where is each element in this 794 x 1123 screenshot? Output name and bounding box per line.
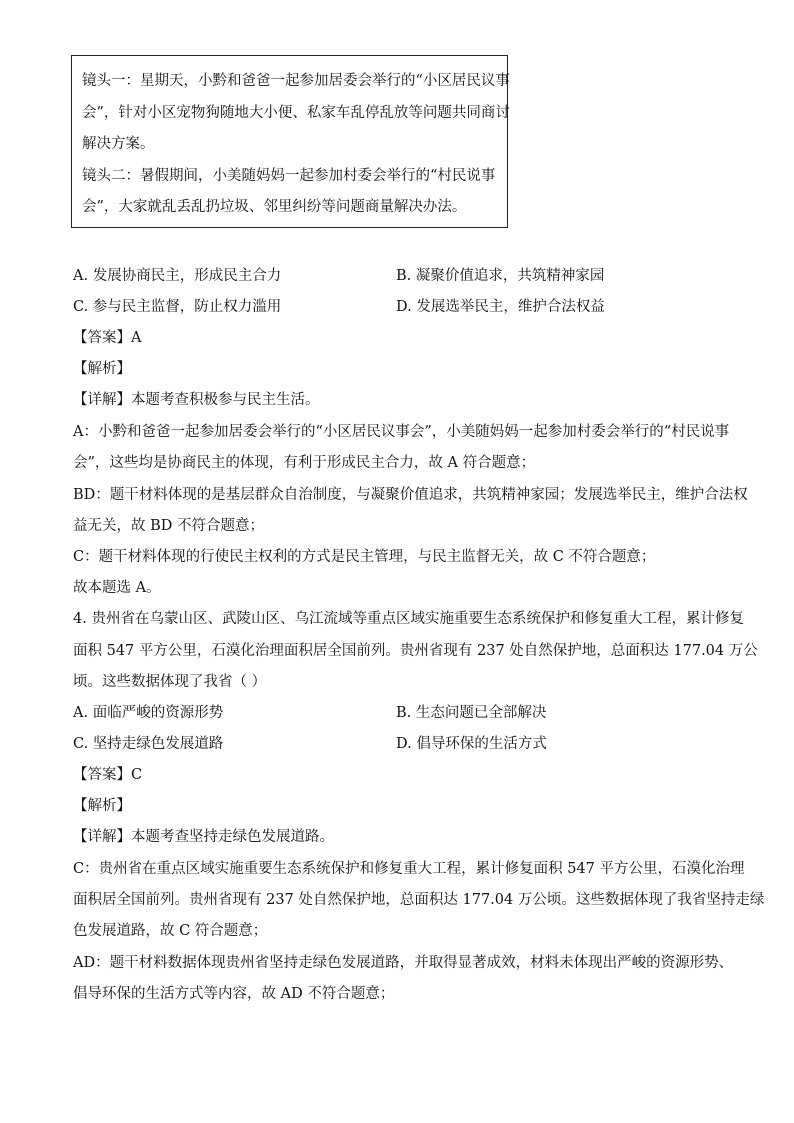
q4-answer: 【答案】C bbox=[73, 767, 143, 783]
q4-explanation-line: 【详解】本题考查坚持走绿色发展道路。 bbox=[73, 829, 334, 845]
q4-explanation-line: C：贵州省在重点区域实施重要生态系统保护和修复重大工程，累计修复面积 547 平方公里，石漠化治理 bbox=[73, 861, 745, 877]
q4-analysis-label: 【解析】 bbox=[73, 798, 131, 814]
q3-explanation-line: C：题干材料体现的行使民主权利的方式是民主管理，与民主监督无关，故 C 不符合题意； bbox=[73, 549, 656, 565]
q3-option-a: A. 发展协商民主，形成民主合力 bbox=[73, 268, 282, 284]
q3-answer: 【答案】A bbox=[73, 330, 142, 346]
q4-explanation-line: AD：题干材料数据体现贵州省坚持走绿色发展道路，并取得显著成效，材料未体现出严峻的资源形势、 bbox=[73, 955, 734, 971]
material-line: 会”，针对小区宠物狗随地大小便、私家车乱停乱放等问题共同商讨 bbox=[82, 104, 510, 121]
q4-option-a: A. 面临严峻的资源形势 bbox=[73, 705, 224, 721]
q4-stem-line: 4. 贵州省在乌蒙山区、武陵山区、乌江流域等重点区域实施重要生态系统保护和修复重大工程，累计修复 bbox=[73, 611, 744, 627]
q3-explanation-line: 会”，这些均是协商民主的体现，有利于形成民主合力，故 A 符合题意； bbox=[73, 455, 536, 471]
q4-option-d: D. 倡导环保的生活方式 bbox=[396, 736, 547, 752]
q4-option-b: B. 生态问题已全部解决 bbox=[396, 705, 547, 721]
q4-stem-line: 面积 547 平方公里，石漠化治理面积居全国前列。贵州省现有 237 处自然保护地，总面积达 177.04 万公 bbox=[73, 643, 758, 659]
q3-conclusion: 故本题选 A。 bbox=[73, 580, 161, 596]
q3-explanation-line: 益无关，故 BD 不符合题意； bbox=[73, 518, 264, 534]
material-line: 会”，大家就乱丢乱扔垃圾、邻里纠纷等问题商量解决办法。 bbox=[82, 199, 467, 215]
material-box bbox=[71, 55, 508, 228]
material-line: 解决方案。 bbox=[82, 136, 155, 152]
q4-explanation-line: 倡导环保的生活方式等内容，故 AD 不符合题意； bbox=[73, 986, 395, 1002]
q4-stem-line: 顷。这些数据体现了我省（ ） bbox=[73, 674, 267, 690]
q3-explanation-line: BD：题干材料体现的是基层群众自治制度，与凝聚价值追求，共筑精神家园；发展选举民主，维护合法权 bbox=[73, 487, 748, 503]
material-line: 镜头一：星期天，小黔和爸爸一起参加居委会举行的“小区居民议事 bbox=[82, 73, 510, 89]
material-line: 镜头二：暑假期间，小美随妈妈一起参加村委会举行的“村民说事 bbox=[82, 167, 496, 184]
q4-explanation-line: 色发展道路，故 C 符合题意； bbox=[73, 923, 268, 939]
q3-option-c: C. 参与民主监督，防止权力滥用 bbox=[73, 299, 282, 315]
q4-explanation-line: 面积居全国前列。贵州省现有 237 处自然保护地，总面积达 177.04 万公顷。这些数据体现了我省坚持走绿 bbox=[73, 892, 765, 908]
q3-analysis-label: 【解析】 bbox=[73, 361, 131, 377]
q3-explanation-line: 【详解】本题考查积极参与民主生活。 bbox=[73, 392, 320, 408]
q4-option-c: C. 坚持走绿色发展道路 bbox=[73, 736, 224, 752]
q3-option-d: D. 发展选举民主，维护合法权益 bbox=[396, 299, 605, 315]
q3-explanation-line: A：小黔和爸爸一起参加居委会举行的“小区居民议事会”，小美随妈妈一起参加村委会举行的“村民说事 bbox=[73, 424, 730, 440]
q3-option-b: B. 凝聚价值追求，共筑精神家园 bbox=[396, 268, 605, 284]
